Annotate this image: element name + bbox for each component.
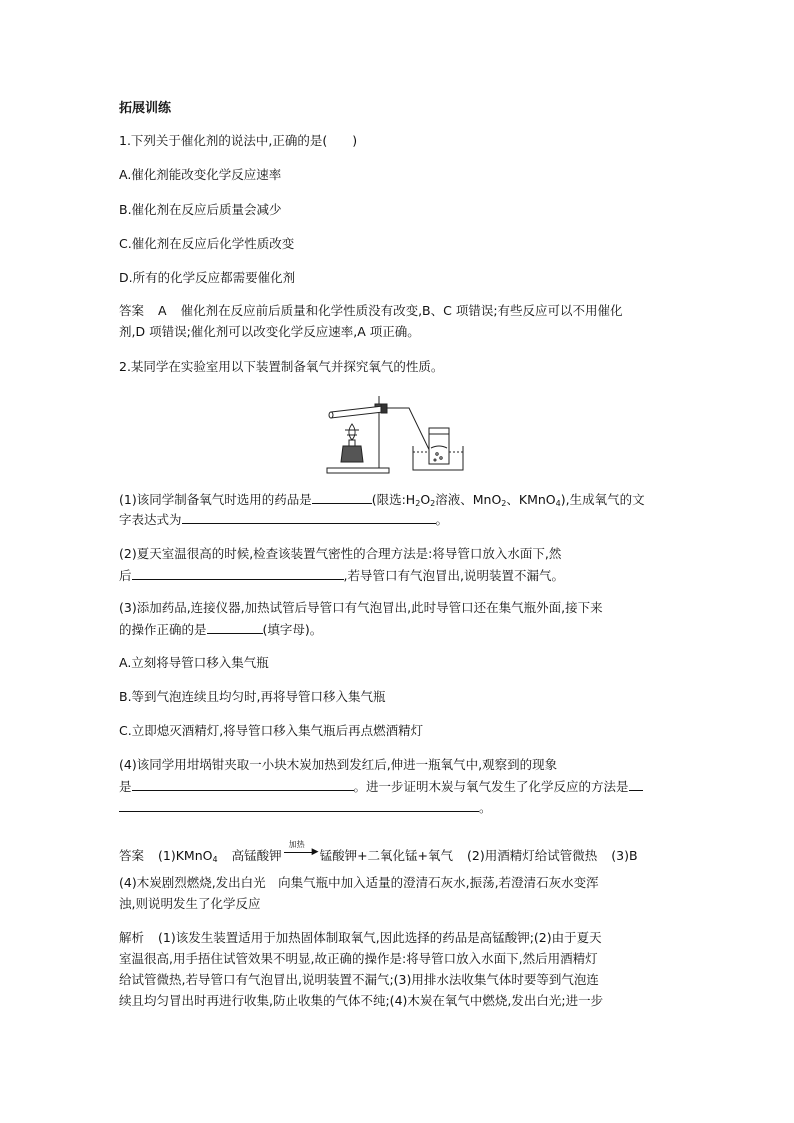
q2-part4-text: 是 (119, 779, 132, 794)
section-title: 拓展训练 (119, 101, 172, 116)
formula-part: 、KMnO (506, 492, 556, 507)
analysis-label: 解析 (119, 930, 145, 945)
reaction-arrow (284, 840, 319, 860)
q2-part3-text2: (填字母)。 (262, 622, 323, 637)
q2-analysis-line4: 续且均匀冒出时再进行收集,防止收集的气体不纯;(4)木炭在氧气中燃烧,发出白光;进一步 (119, 993, 604, 1008)
equation-left: 高锰酸钾 (231, 848, 282, 863)
answer-part3: (3)B (611, 848, 638, 863)
q1-option-c: C.催化剂在反应后化学性质改变 (119, 236, 295, 251)
q2-stem: 2.某同学在实验室用以下装置制备氧气并探究氧气的性质。 (119, 359, 444, 374)
q2-part1-text2: 字表达式为 (119, 512, 182, 527)
period: 。 (435, 512, 449, 527)
formula-part: ),生成氧气的文 (560, 492, 645, 507)
q2-part1-line2 (119, 510, 448, 529)
q2-part4-line2 (119, 777, 643, 796)
q1-answer-line2: 剂,D 项错误;催化剂可以改变化学反应速率,A 项正确。 (119, 324, 420, 339)
q2-part1-limit: (限选:H (371, 492, 416, 507)
q2-answer-part4-line2: 浊,则说明发生了化学反应 (119, 896, 261, 911)
q1-option-d: D.所有的化学反应都需要催化剂 (119, 270, 296, 285)
q2-part2-text: 后 (119, 568, 132, 583)
answer-blank[interactable] (312, 490, 372, 504)
q2-part3-option-b: B.等到气泡连续且均匀时,再将导管口移入集气瓶 (119, 689, 386, 704)
subscript: 2 (501, 499, 507, 508)
answer-blank[interactable] (207, 620, 263, 634)
subscript: 4 (212, 855, 218, 864)
q2-part1-text: (1)该同学制备氧气时选用的药品是 (119, 492, 312, 507)
reaction-condition: 加热 (288, 840, 305, 849)
answer-label: 答案 (119, 303, 145, 318)
subscript: 2 (430, 499, 436, 508)
answer-blank[interactable] (119, 798, 479, 812)
q2-analysis-line3: 给试管微热,若导管口有气泡冒出,说明装置不漏气;(3)用排水法收集气体时要等到气泡连 (119, 972, 599, 987)
q2-part4-text2: 。进一步证明木炭与氧气发生了化学反应的方法是 (353, 779, 629, 794)
subscript: 4 (555, 499, 561, 508)
q2-part3-line2 (119, 620, 322, 639)
answer-blank[interactable] (132, 777, 354, 791)
q2-part2-text2: ,若导管口有气泡冒出,说明装置不漏气。 (343, 568, 564, 583)
answer-blank[interactable] (182, 510, 436, 524)
q2-part3-option-c: C.立即熄灭酒精灯,将导管口移入集气瓶后再点燃酒精灯 (119, 723, 424, 738)
answer-label: 答案 (119, 848, 145, 863)
q2-analysis-line2: 室温很高,用手捂住试管效果不明显,故正确的操作是:将导管口放入水面下,然后用酒精灯 (119, 951, 598, 966)
q2-part3: (3)添加药品,连接仪器,加热试管后导管口有气泡冒出,此时导管口还在集气瓶外面,接下来 (119, 600, 603, 615)
q2-answer (119, 840, 638, 869)
q2-answer-part4: (4)木炭剧烈燃烧,发出白光 向集气瓶中加入适量的澄清石灰水,振荡,若澄清石灰水变浑 (119, 875, 599, 890)
q2-part4: (4)该同学用坩埚钳夹取一小块木炭加热到发红后,伸进一瓶氧气中,观察到的现象 (119, 757, 558, 772)
q2-part3-option-a: A.立刻将导管口移入集气瓶 (119, 655, 269, 670)
answer-explanation: 催化剂在反应前后质量和化学性质没有改变,B、C 项错误;有些反应可以不用催化 (180, 303, 623, 318)
answer-blank[interactable] (629, 777, 643, 791)
answer-blank[interactable] (132, 566, 344, 580)
q1-answer (119, 302, 623, 320)
q2-part3-text: 的操作正确的是 (119, 622, 207, 637)
analysis-text: (1)该发生装置适用于加热固体制取氧气,因此选择的药品是高锰酸钾;(2)由于夏天 (158, 930, 602, 945)
apparatus-figure (325, 390, 465, 478)
formula-part: 溶液、MnO (435, 492, 502, 507)
period: 。 (479, 800, 492, 815)
answer-formula: (1)KMnO (158, 848, 213, 863)
q2-part4-line3 (119, 798, 492, 817)
answer-part2: (2)用酒精灯给试管微热 (467, 848, 598, 863)
answer-choice: A (158, 303, 167, 318)
q2-part2-line2 (119, 566, 564, 585)
q1-option-b: B.催化剂在反应后质量会减少 (119, 202, 282, 217)
subscript: 2 (415, 499, 421, 508)
arrow-head-icon: ▶ (311, 847, 319, 857)
equation-right: 锰酸钾+二氧化锰+氧气 (319, 848, 454, 863)
q1-stem: 1.下列关于催化剂的说法中,正确的是( ) (119, 133, 358, 148)
q1-option-a: A.催化剂能改变化学反应速率 (119, 167, 282, 182)
formula-part: O (420, 492, 431, 507)
q2-analysis (119, 929, 602, 947)
q2-part2: (2)夏天室温很高的时候,检查该装置气密性的合理方法是:将导管口放入水面下,然 (119, 546, 562, 561)
